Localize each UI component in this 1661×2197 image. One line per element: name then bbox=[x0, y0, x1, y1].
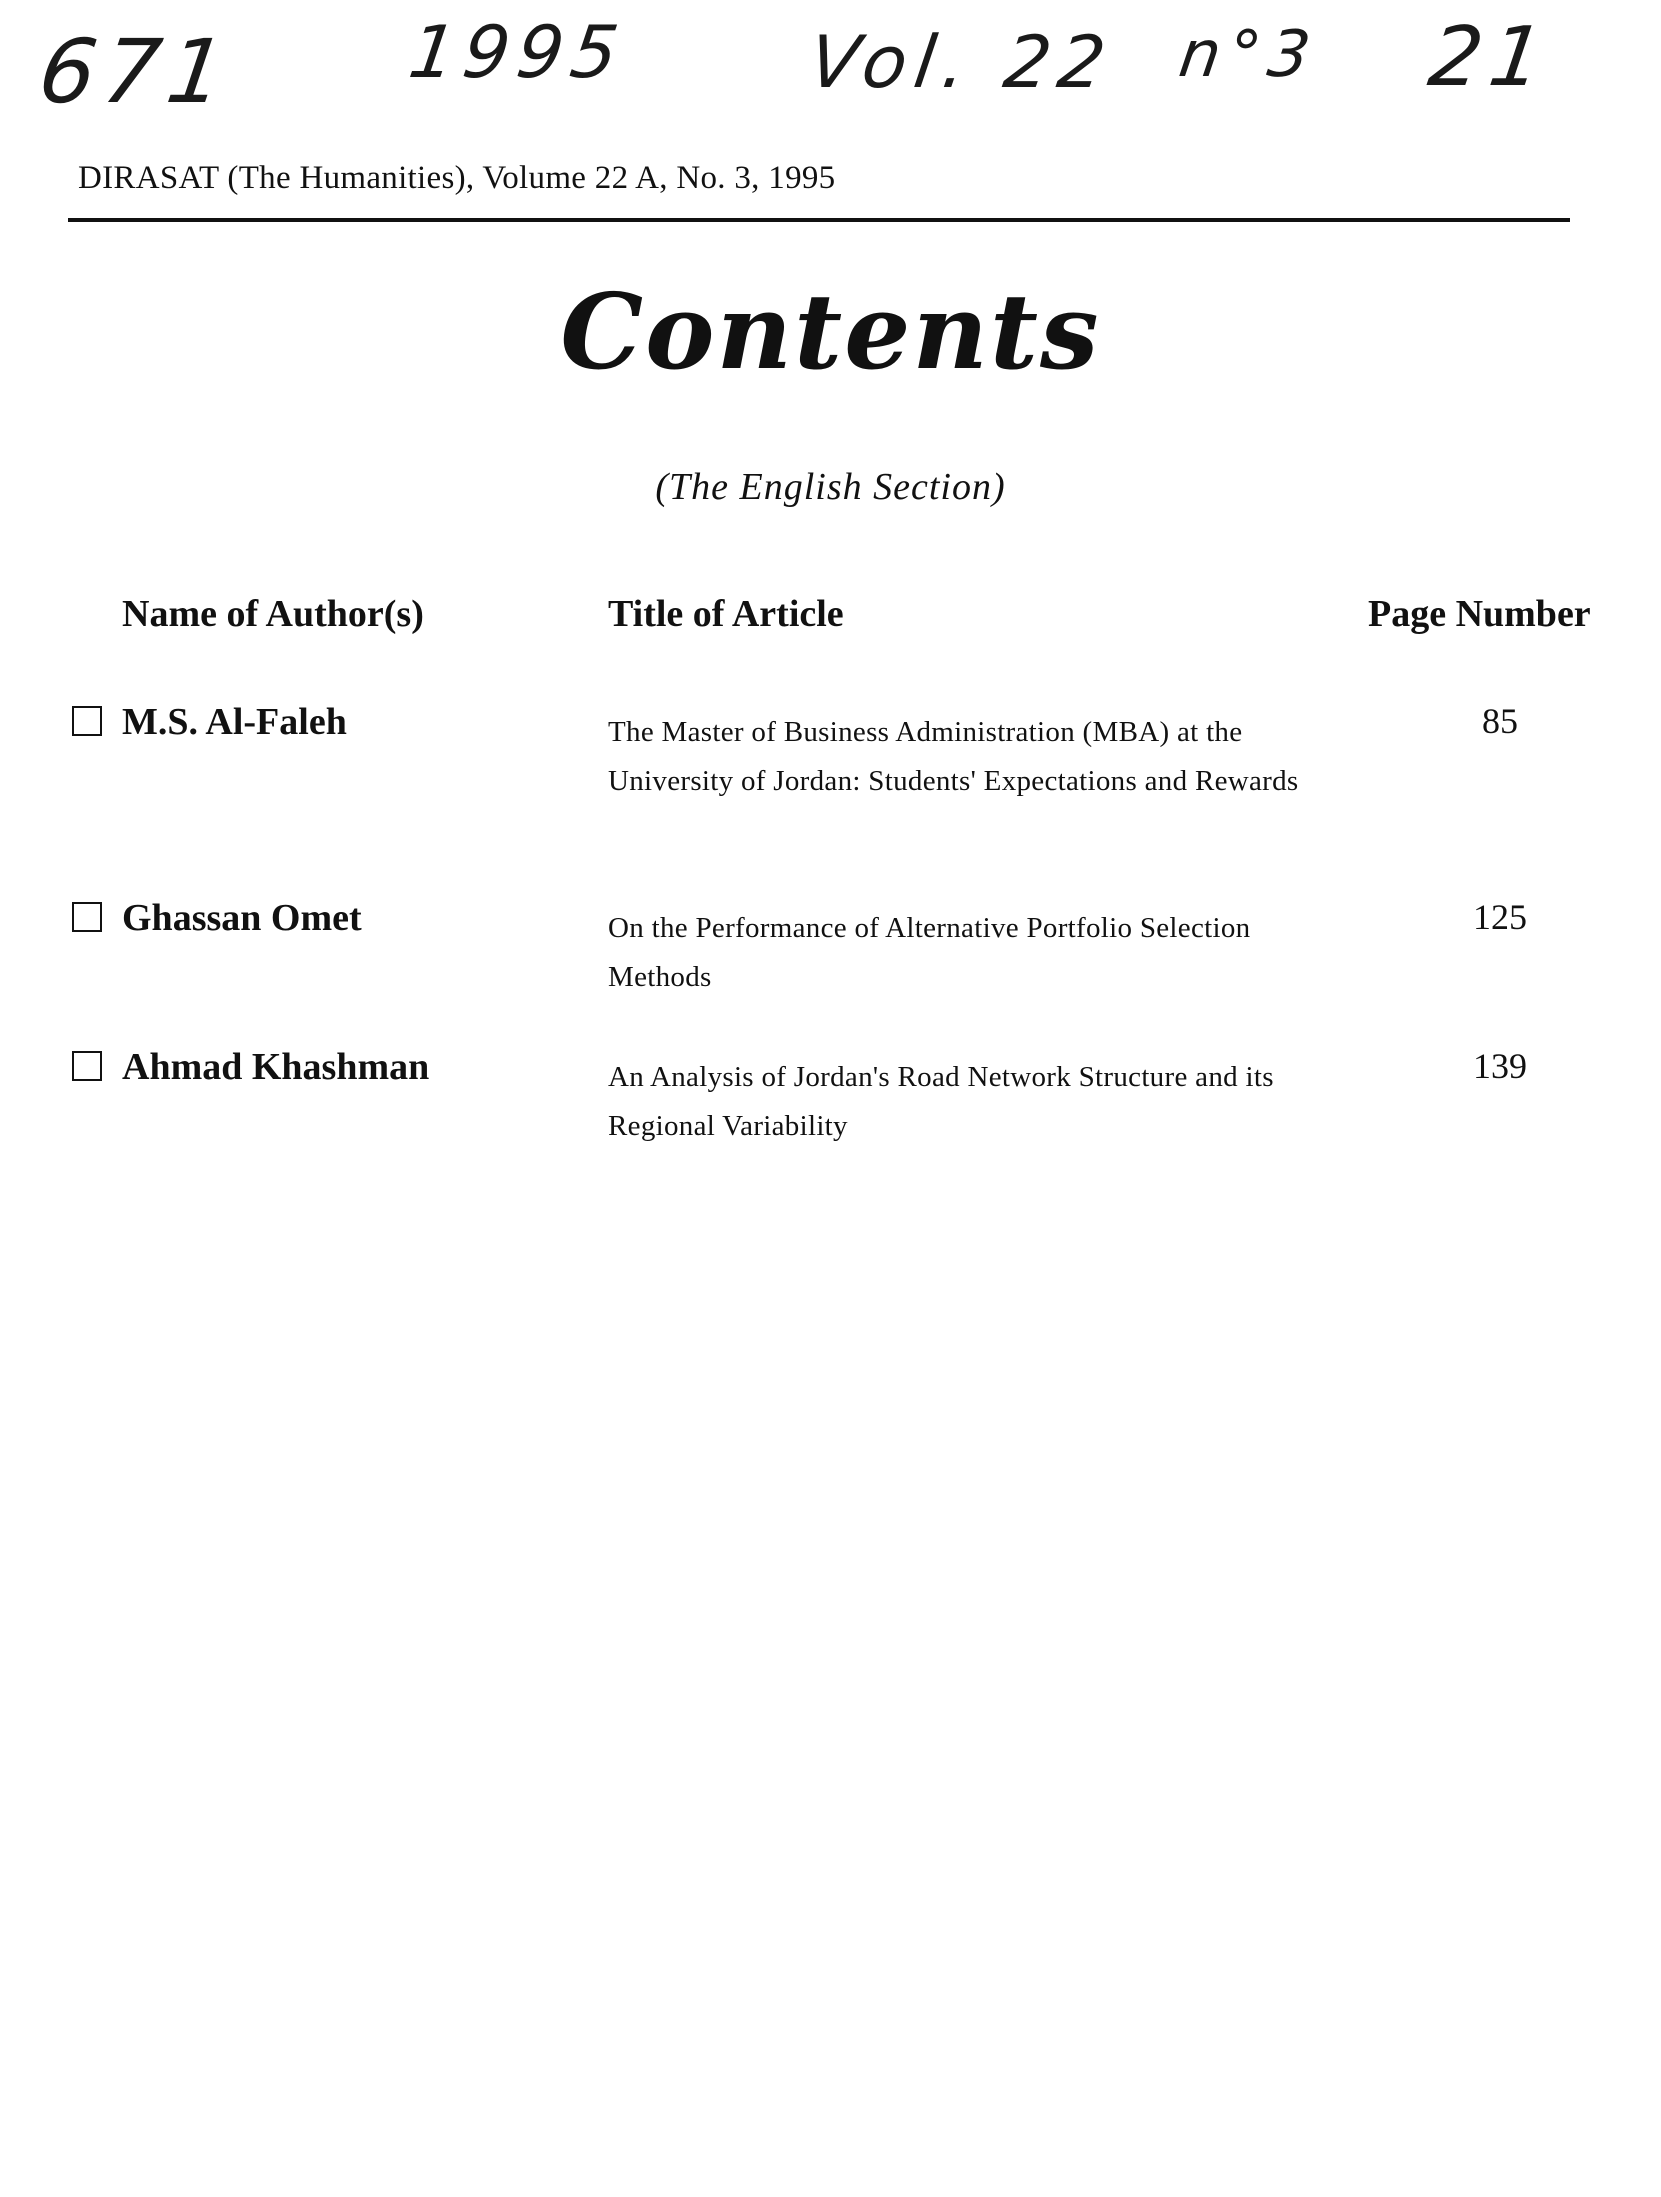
page-title: Contents bbox=[560, 270, 1101, 393]
page-number: 125 bbox=[1473, 897, 1527, 937]
column-header-author: Name of Author(s) bbox=[122, 593, 424, 635]
handwritten-note: 21 bbox=[1423, 10, 1558, 105]
handwritten-note: 1995 bbox=[404, 10, 632, 94]
article-title: On the Performance of Alternative Portfolio Selection Methods bbox=[608, 912, 1251, 993]
page-number: 139 bbox=[1473, 1046, 1527, 1086]
section-subtitle: (The English Section) bbox=[655, 466, 1006, 508]
handwritten-note: 671 bbox=[32, 20, 240, 123]
column-header-title: Title of Article bbox=[608, 593, 844, 635]
handwritten-note: n°3 bbox=[1174, 18, 1323, 92]
page-number: 85 bbox=[1482, 701, 1518, 741]
author-name: M.S. Al-Faleh bbox=[122, 701, 347, 743]
author-name: Ahmad Khashman bbox=[122, 1046, 430, 1088]
checkbox[interactable] bbox=[72, 902, 102, 932]
journal-header: DIRASAT (The Humanities), Volume 22 A, No. 3, 1995 bbox=[78, 160, 836, 196]
column-header-page: Page Number bbox=[1368, 593, 1591, 635]
checkbox[interactable] bbox=[72, 706, 102, 736]
author-name: Ghassan Omet bbox=[122, 897, 362, 939]
article-title: The Master of Business Administration (MBA) at the University of Jordan: Students' Expectations and Rewards bbox=[608, 716, 1299, 797]
handwritten-note: Vol. 22 bbox=[804, 20, 1119, 104]
checkbox[interactable] bbox=[72, 1051, 102, 1081]
article-title: An Analysis of Jordan's Road Network Structure and its Regional Variability bbox=[608, 1061, 1274, 1142]
